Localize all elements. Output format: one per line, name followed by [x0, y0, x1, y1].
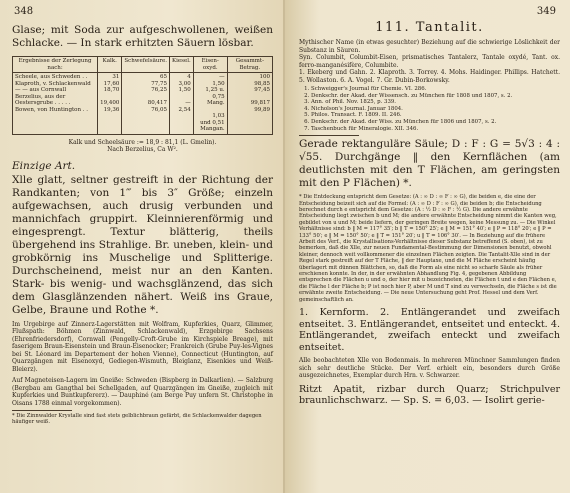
- table-cell-gesammt: 100 98,85 97,45 99,817 99,89: [227, 73, 272, 135]
- table-cell-kalk: 31 17,60 18,70 19,400 19,36: [98, 73, 122, 135]
- authors-line: 1. Ekeberg und Gahn. 2. Klaproth. 3. Torrey. 4. Mohs. Haidinger. Phillips. Hatchett. 5. Wollaston. 6. A. Vogel. 7. Gr. Dubin-Borkowsky.: [299, 69, 560, 84]
- locality-paragraph: Auf Magneteisen-Lagern im Gneiße: Schweden (Bispberg in Dalkarlien). — Salzburg (Bergbau am Gangthal bei Schellgaden, auf Quarzgängen im Gneiße, zugleich mit Kupferkies und Buntkupfererz). — Dauphiné (am Berge Puy unfern St. Christophe in Oisans 1788 einmal vorgekommen).: [12, 377, 273, 407]
- formula-line: Kalk und Scheelsäure := 18,9 : 81,1 (L. Gmelin).: [68, 138, 217, 146]
- table-header: Eisen-oxyd.: [193, 57, 227, 73]
- list-item: 1. Schweigger's Journal für Chemie. VI. 286.: [311, 86, 560, 93]
- table-header: Schwefelsäure.: [122, 57, 170, 73]
- list-item: 7. Taschenbuch für Mineralogie. XII. 346.: [311, 126, 560, 133]
- locality-paragraph: Im Urgebirge auf Zinnerz-Lagerstätten mit Wolfram, Kupferkies, Quarz, Glimmer, Flußspath: Böhmen (Zinnwald, Schlackenwald), Erzgebirge Sachsens (Ehrenfriedersdorf), Cornwall (Pengelly-Croft-Grube im Kirchspiele Breage), mit faserigem Braun-Eisenstein und Braun-Eisenocker; Frankreich (Grube Puy-les-Vignes bei St. Léonard im Departement der hohen Vienne), Connecticut (Huntington, auf Quarzgängen mit Eisenoxyd, Gediegen-Wismuth, Bleiglanz, Eisenkies und Weiß-Bleierz).: [12, 320, 273, 373]
- table-header: Kiesel.: [170, 57, 194, 73]
- table-cell-source: Scheele, aus Schweden . . Klaproth, v. Schlackenwald — — aus Cornwall Berzelius, aus der Oestersgrube . . . . . Bowen, von Huntington . .: [13, 73, 98, 135]
- references-list: [311, 86, 560, 132]
- forms-list: 1. Kernform. 2. Entlängerandet und zweifach entseitet. 3. Entlängerandet, entseitet und enteckt. 4. Entlängerandet, zweifach enteckt und zweifach entseitet.: [299, 307, 560, 353]
- list-item: 3. Ann. of Phil. Nov. 1825, p. 339.: [311, 99, 560, 106]
- page-number: 349: [536, 6, 556, 17]
- table-row: [13, 73, 273, 135]
- body-text: Xlle glatt, seltner gestreift in der Richtung der Randkanten; von 1‴ bis 3″ Größe; einzeln aufgewachsen, auch drusig verbunden und mannichfach gruppirt. Kleinnierenförmig und eingesprengt. Textur blätterig, theils übergehend ins Strahlige. Br. uneben, klein- und grobkörnig ins Muschelige und Splitterige. Durchscheinend, meist nur an den Kanten. Stark- bis wenig- und wachsglänzend, das sich dem Glasglänzenden nähert. Weiß ins Graue, Gelbe, Braune und Rothe *.: [12, 173, 273, 316]
- formula-line: Nach Berzelius, Ca W².: [107, 146, 178, 153]
- footnote-divider: [12, 410, 72, 411]
- section-divider: [299, 135, 359, 136]
- hardness-text: Ritzt Apatit, rizbar durch Quarz; Strichpulver braunlichschwarz. — Sp. S. = 6,03. — Isolirt gerie-: [299, 383, 560, 407]
- table-cell-schwefel: 65 77,75 76,25 80,417 76,05: [122, 73, 170, 135]
- table-cell-kiesel: 4 3,00 1,50 — 2,54: [170, 73, 194, 135]
- page-number: 348: [14, 6, 34, 17]
- observation-text: Alle beobachteten Xlle von Bodenmais. In mehreren Münchner Sammlungen finden sich sehr deutliche Stücke. Der Verf. erhielt ein, besonders durch Größe ausgezeichnetes, Exemplar durch Hrn. v. Schwarzer.: [299, 357, 560, 380]
- table-header: Gesammt-Betrag.: [227, 57, 272, 73]
- left-content: [12, 24, 273, 426]
- section-heading: Einzige Art.: [12, 159, 76, 172]
- right-page: [285, 0, 570, 493]
- list-item: 4. Nicholson's Journal. Januar 1804.: [311, 106, 560, 113]
- table-cell-eisen: — 1,50 1,25 u. 0,75 Mang. 1,03 und 0,51 Mangan.: [193, 73, 227, 135]
- list-item: 6. Denkschr. der Akad. der Wiss. zu München für 1806 und 1807, s. 2.: [311, 119, 560, 126]
- footnote-block: * Die Entdeckung entspricht dem Gesetze: (A : ∞ D : ∞ F : ∞ G), die beiden e, die eine der Entscheidung beizeit sich auf die Formel: (A : ∞ D : F : ∞ G), die beiden b; die Entscheidung berechnet durch e entspricht dem Gesetze: (A : ½ D : ∞ F : ½ G). Die andere erwähnte Entscheidung liegt zwischen b und M; die andere erwähnte Entscheidung nimmt die Kanten weg, gebildet von u und M; beide liefern, der geringen Breite wegen, keine Messung zu. — Die Winkel Verhältnisse sind: b ‖ M = 117° 35′; b ‖ T = 150° 25′; e ‖ M = 151° 40′; e ‖ P = 118° 20′; e ‖ P = 133° 50′; e ‖ M = 150° 50′; e ‖ T = 151° 20′; u ‖ T = 106° 30′. — In Beziehung auf die frühere Arbeit des Verf., die Krystallisations-Verhältnisse dieser Substanz betreffend (S. oben), ist zu bemerken, daß die Xlle, zur neuen Fundamental-Bestimmung der Dimensionen benutzt, obwohl kleiner, dennoch weit vollkommener die einzelnen Flächen zeigten. Die Tantalit-Xlle sind in der Regel stark gestreift auf der T Fläche, ‖ der Hauptaxe, und die M Fläche erscheint häufig überlagert mit dünnen Blättchen, so, daß die Form als eine nicht so scharfe Säule als früher erschienen konnte. In der, in der erwähnten Abhandlung Fig. 4, gegebenen Abbildung entsprechen die Flächen u und o, der hier mit u bezeichneten, die Flächen t und e den Flächen e, die Fläche l der Fläche b; P ist noch hier P, aber M und T sind zu verwechseln, die Fläche s ist die erwähnte zweite Entscheidung. — Die neue Untersuchung geht Prof. Hessel und dem Verf. gemeinschaftlich an.: [299, 194, 557, 303]
- intro-text: Glase; mit Soda zur aufgeschwollenen, weißen Schlacke. — In stark erhitzten Säuern lösbar.: [12, 24, 273, 49]
- list-item: 2. Denkschr. der Akad. der Wissensch. zu München für 1808 und 1807, s. 2.: [311, 93, 560, 100]
- table-header: Kalk.: [98, 57, 122, 73]
- synonyms: Syn. Columbit, Columbit-Eisen, prismatisches Tantalerz, Tantale oxydé, Tant. ox. ferro-manganésifère, Columbite.: [299, 54, 560, 69]
- table-header-row: [13, 57, 273, 73]
- crystal-form-text: Gerade rektanguläre Säule; D : F : G = 5√3 : 4 : √55. Durchgänge ‖ den Kernflächen (am deutlichsten mit den T Flächen, am geringsten mit den P Flächen) *.: [299, 138, 560, 190]
- analysis-table: [12, 56, 273, 135]
- table-header: Ergebnisse der Zerlegung nach:: [13, 57, 98, 73]
- chapter-title: 111. Tantalit.: [375, 20, 484, 35]
- footnote: * Die Zinnwalder Krystalle sind fast stets gelblichbraun gefärbt, die Schlackenwalder dagegen häufiger weiß.: [12, 413, 262, 426]
- intro-note: Mythischer Name (in etwas gesuchter) Beziehung auf die schwierige Löslichkeit der Substanz in Säuren.: [299, 39, 560, 54]
- list-item: 5. Philos. Transact. F. 1809. II. 246.: [311, 112, 560, 119]
